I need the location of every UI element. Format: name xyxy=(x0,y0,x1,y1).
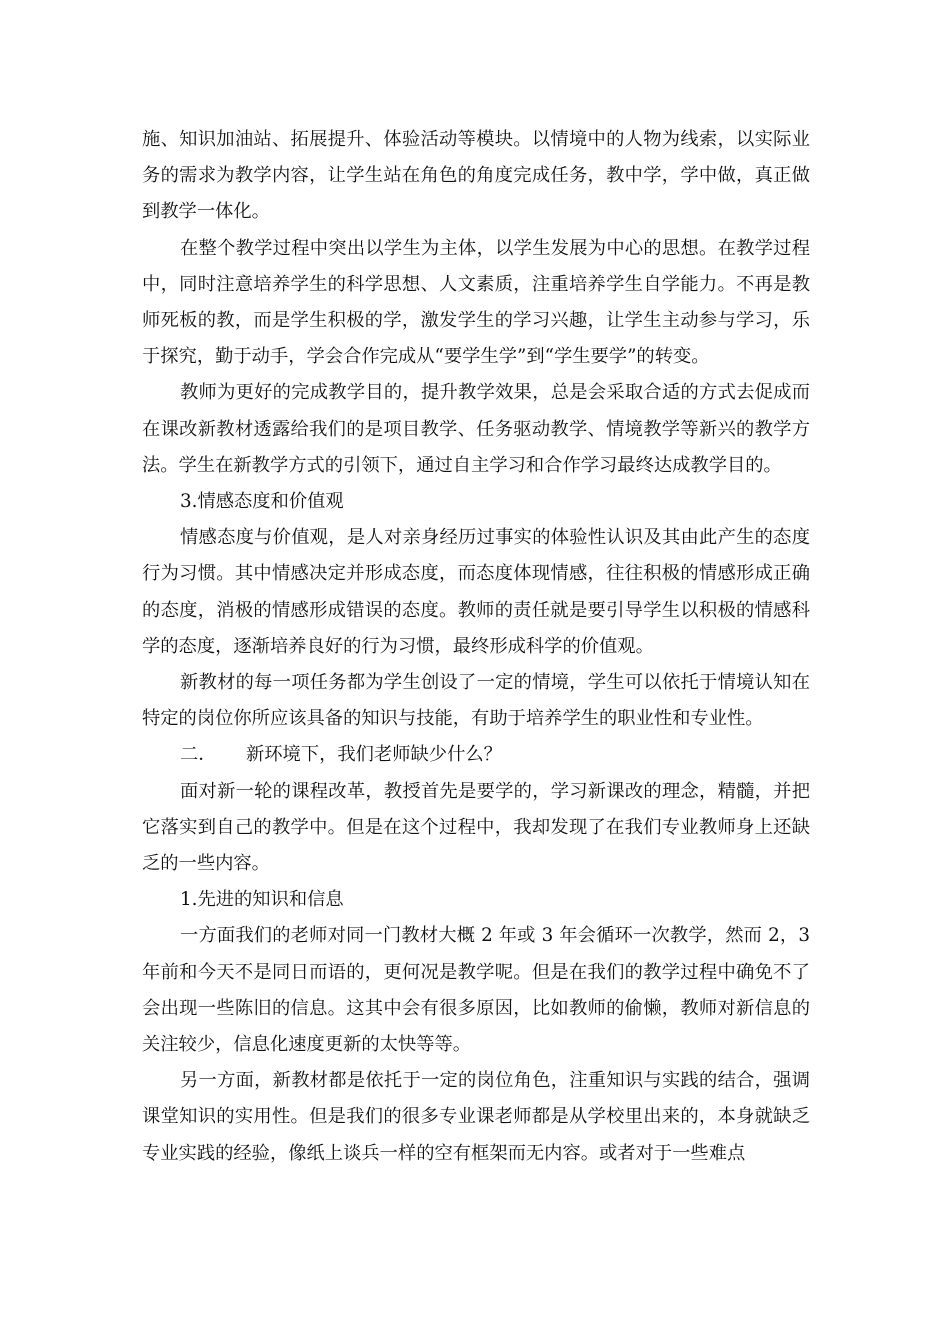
paragraph-modules: 施、知识加油站、拓展提升、体验活动等模块。以情境中的人物为线索，以实际业务的需求为教学内容，让学生站在角色的角度完成任务，教中学，学中做，真正做到教学一体化。 xyxy=(142,129,810,223)
paragraph-curriculum-reform: 面对新一轮的课程改革，教授首先是要学的，学习新课改的理念，精髓，并把它落实到自己的教学中。但是在这个过程中，我却发现了在我们专业教师身上还缺乏的一些内容。 xyxy=(142,780,810,875)
paragraph-student-centered: 在整个教学过程中突出以学生为主体，以学生发展为中心的思想。在教学过程中，同时注意培养学生的科学思想、人文素质，注重培养学生自学能力。不再是教师死板的教，而是学生积极的学，激发学生的学习兴趣，让学生主动参与学习，乐于探究，勤于动手，学会合作完成从“要学生学”到“学生要学”的转变。 xyxy=(142,237,810,368)
paragraph-attitudes-definition: 情感态度与价值观，是人对亲身经历过事实的体验性认识及其由此产生的态度行为习惯。其中情感决定并形成态度，而态度体现情感，往往积极的情感形成正确的态度，消极的情感形成错误的态度。教师的责任就是要引导学生以积极的情感科学的态度，逐渐培养良好的行为习惯，最终形成科学的价值观。 xyxy=(142,527,810,657)
heading-advanced-knowledge: 1.先进的知识和信息 xyxy=(180,889,344,911)
paragraph-practice-experience: 另一方面，新教材都是依托于一定的岗位角色，注重知识与实践的结合，强调课堂知识的实用性。但是我们的很多专业课老师都是从学校里出来的，本身就缺乏专业实践的经验，像纸上谈兵一样的空有框架而无内容。或者对于一些难点 xyxy=(142,1070,810,1164)
heading-section-two-text: 新环境下，我们老师缺少什么？ xyxy=(246,744,502,766)
heading-section-two-number: 二． xyxy=(180,744,217,766)
paragraph-outdated-info: 一方面我们的老师对同一门教材大概 2 年或 3 年会循环一次教学，然而 2，3 年前和今天不是同日而语的，更何况是教学呢。但是在我们的教学过程中确免不了会出现一些陈旧的信息。这其中会有很多原因，比如教师的偷懒，教师对新信息的关注较少，信息化速度更新的太快等等。 xyxy=(142,925,810,1056)
heading-section-two xyxy=(142,737,810,773)
paragraph-teaching-methods: 教师为更好的完成教学目的，提升教学效果，总是会采取合适的方式去促成而在课改新教材透露给我们的是项目教学、任务驱动教学、情境教学等新兴的教学方法。学生在新教学方式的引领下，通过自主学习和合作学习最终达成教学目的。 xyxy=(142,382,810,476)
heading-attitudes-values: 3.情感态度和价值观 xyxy=(180,491,344,513)
paragraph-new-materials: 新教材的每一项任务都为学生创设了一定的情境，学生可以依托于情境认知在特定的岗位你所应该具备的知识与技能，有助于培养学生的职业性和专业性。 xyxy=(142,672,810,730)
